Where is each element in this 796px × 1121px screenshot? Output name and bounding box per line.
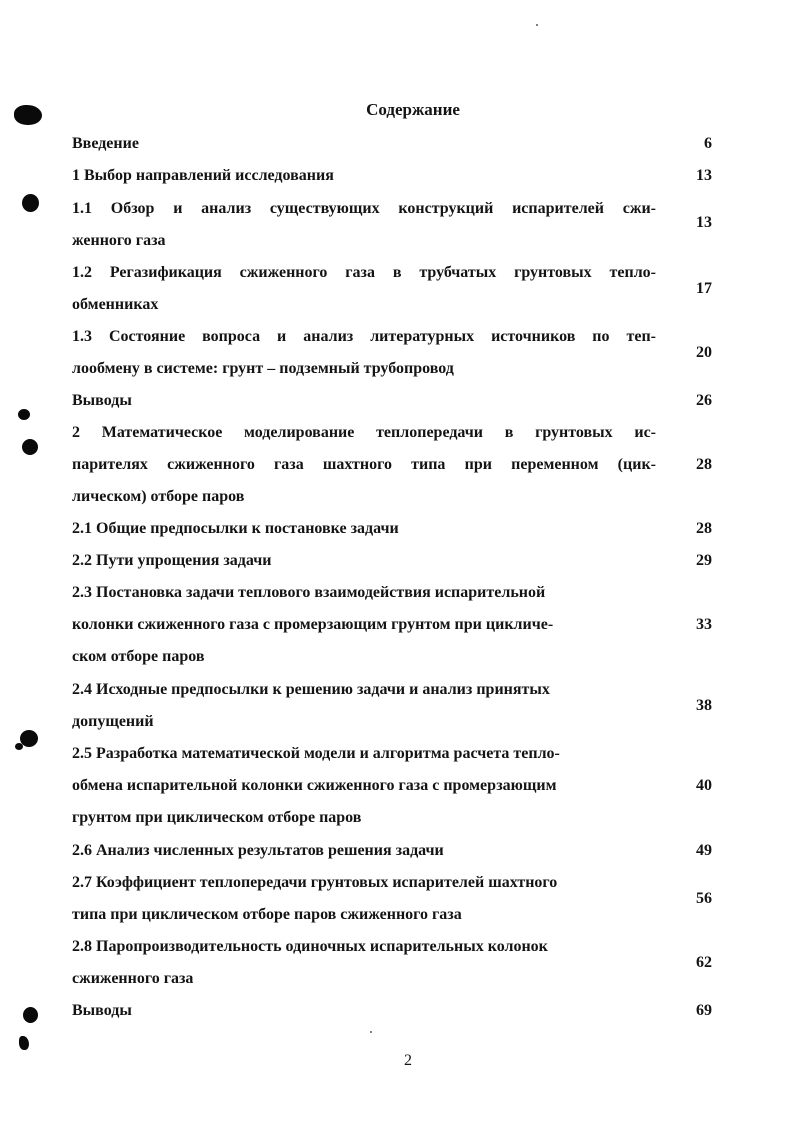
toc-page-number: 13 xyxy=(696,167,712,184)
toc-page-number: 62 xyxy=(696,954,712,971)
toc-entry-line: 2.3 Постановка задачи теплового взаимодействия испарительной xyxy=(72,584,546,601)
toc-entry-line: 2.5 Разработка математической модели и алгоритма расчета тепло- xyxy=(72,745,560,762)
toc-entry xyxy=(72,577,712,673)
punch-hole-mark xyxy=(19,1036,29,1050)
scan-speck xyxy=(370,1031,372,1033)
toc-page-number: 69 xyxy=(696,1002,712,1019)
toc-entry-line: допущений xyxy=(72,713,154,730)
punch-hole-mark xyxy=(18,409,30,420)
page-title: Содержание xyxy=(366,100,460,119)
toc-page-number: 13 xyxy=(696,214,712,231)
toc-entry-line: 1 Выбор направлений исследования xyxy=(72,167,334,184)
toc-page-number: 33 xyxy=(696,616,712,633)
toc-entry-line: колонки сжиженного газа с промерзающим грунтом при цикличе- xyxy=(72,616,554,633)
toc-entry-line: 1.2 Регазификация сжиженного газа в трубчатых грунтовых тепло- xyxy=(72,264,656,281)
toc-page-number: 38 xyxy=(696,697,712,714)
punch-hole-mark xyxy=(23,1007,38,1023)
toc-entry xyxy=(72,257,712,321)
toc-page-number: 49 xyxy=(696,842,712,859)
toc-page-number: 20 xyxy=(696,344,712,361)
punch-hole-mark xyxy=(22,439,38,455)
toc-entry xyxy=(72,545,712,577)
toc-entry-line: 2.4 Исходные предпосылки к решению задачи и анализ принятых xyxy=(72,681,550,698)
punch-hole-mark xyxy=(15,743,23,750)
toc-entry-line: женного газа xyxy=(72,232,166,249)
toc-entry xyxy=(72,128,712,160)
toc-entry xyxy=(72,931,712,995)
toc-entry-line: ском отборе паров xyxy=(72,648,205,665)
punch-hole-mark xyxy=(22,194,39,212)
page-number: 2 xyxy=(404,1052,412,1069)
punch-hole-mark xyxy=(14,105,42,125)
toc-entry-line: обмена испарительной колонки сжиженного газа с промерзающим xyxy=(72,777,557,794)
toc-entry-line: Выводы xyxy=(72,392,132,409)
toc-entry-line: лическом) отборе паров xyxy=(72,488,245,505)
toc-page-number: 29 xyxy=(696,552,712,569)
toc-entry-line: 1.1 Обзор и анализ существующих конструкций испарителей сжи- xyxy=(72,200,656,217)
toc-page-number: 28 xyxy=(696,520,712,537)
toc-page-number: 17 xyxy=(696,280,712,297)
toc-entry xyxy=(72,160,712,192)
toc-entry-line: 2.1 Общие предпосылки к постановке задачи xyxy=(72,520,399,537)
toc-entry-line: 2.6 Анализ численных результатов решения задачи xyxy=(72,842,444,859)
toc-entry-line: типа при циклическом отборе паров сжиженного газа xyxy=(72,906,462,923)
toc-entry xyxy=(72,835,712,867)
toc-entry-line: 2.2 Пути упрощения задачи xyxy=(72,552,272,569)
toc-entry-line: 2.8 Паропроизводительность одиночных испарительных колонок xyxy=(72,938,548,955)
toc-page-number: 56 xyxy=(696,890,712,907)
toc-entry xyxy=(72,674,712,738)
toc-entry xyxy=(72,417,712,513)
toc-entry-line: грунтом при циклическом отборе паров xyxy=(72,809,362,826)
toc-entry xyxy=(72,321,712,385)
toc-entry-line: 2.7 Коэффициент теплопередачи грунтовых испарителей шахтного xyxy=(72,874,558,891)
scan-speck xyxy=(536,24,538,26)
toc-entry xyxy=(72,513,712,545)
toc-entry-line: парителях сжиженного газа шахтного типа при переменном (цик- xyxy=(72,456,656,473)
toc-page-number: 26 xyxy=(696,392,712,409)
toc-page-number: 40 xyxy=(696,777,712,794)
toc-entry xyxy=(72,385,712,417)
toc-entry xyxy=(72,193,712,257)
toc-entry xyxy=(72,995,712,1027)
toc-entry-line: 2 Математическое моделирование теплопередачи в грунтовых ис- xyxy=(72,424,656,441)
toc-entry-line: Введение xyxy=(72,135,139,152)
toc-entry-line: 1.3 Состояние вопроса и анализ литературных источников по теп- xyxy=(72,328,656,345)
toc-page-number: 6 xyxy=(704,135,712,152)
toc-entry xyxy=(72,738,712,834)
toc-entry-line: обменниках xyxy=(72,296,159,313)
toc-entry xyxy=(72,867,712,931)
toc-page-number: 28 xyxy=(696,456,712,473)
toc-entry-line: лообмену в системе: грунт – подземный трубопровод xyxy=(72,360,454,377)
toc-entry-line: Выводы xyxy=(72,1002,132,1019)
toc-entry-line: сжиженного газа xyxy=(72,970,194,987)
